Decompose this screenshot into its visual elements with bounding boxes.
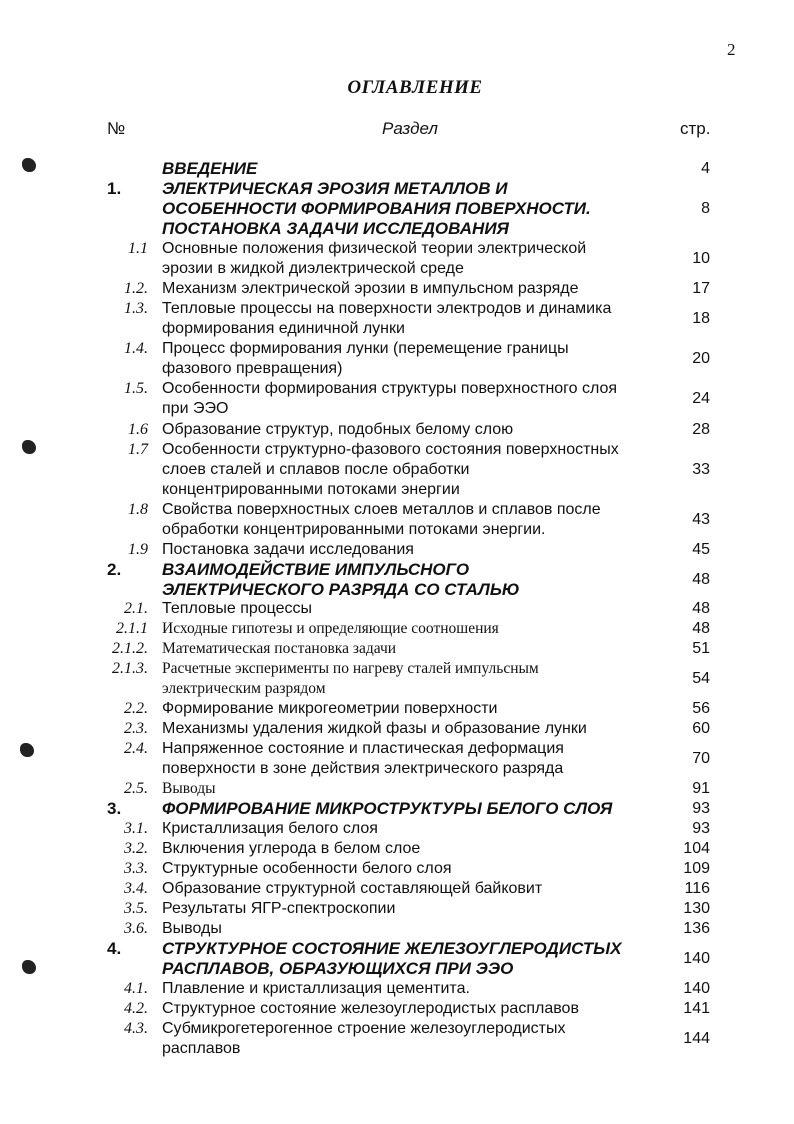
toc-entry-page: 104	[683, 840, 710, 857]
toc-entry-title: Результаты ЯГР-спектроскопии	[162, 900, 396, 917]
toc-entry-page: 140	[683, 950, 710, 967]
toc-entry-page: 60	[692, 720, 710, 737]
toc-entry-page: 33	[692, 461, 710, 478]
toc-entry-page: 109	[683, 860, 710, 877]
toc-entry-number: 3.5.	[124, 900, 148, 917]
toc-entry-title: Выводы	[162, 780, 216, 797]
toc-entry-title: Включения углерода в белом слое	[162, 840, 421, 857]
toc-entry-page: 48	[692, 620, 710, 637]
toc-entry-page: 28	[692, 421, 710, 438]
toc-entry-page: 24	[692, 390, 710, 407]
toc-entry-title: Механизм электрической эрозии в импульсном разряде	[162, 280, 579, 297]
toc-entry-number: 4.3.	[124, 1020, 148, 1037]
toc-entry-page: 144	[683, 1030, 710, 1047]
toc-entry-page: 8	[701, 200, 710, 217]
toc-entry-number: 3.	[107, 799, 122, 818]
toc-entry-number: 2.1.	[124, 600, 148, 617]
toc-entry-title: Тепловые процессы	[162, 600, 313, 617]
toc-entry-page: 93	[692, 800, 710, 817]
toc-entry-number: 3.4.	[124, 880, 148, 897]
toc-entry-title: Особенности формирования структуры поверхностного слоя при ЭЭО	[162, 380, 618, 417]
toc-entry-title: Субмикрогетерогенное строение железоуглеродистых расплавов	[162, 1020, 566, 1057]
page-title: ОГЛАВЛЕНИЕ	[347, 77, 483, 98]
toc-entry-title: СТРУКТУРНОЕ СОСТОЯНИЕ ЖЕЛЕЗОУГЛЕРОДИСТЫХ РАСПЛАВОВ, ОБРАЗУЮЩИХСЯ ПРИ ЭЭО	[162, 939, 622, 978]
toc-entry-number: 1.4.	[124, 340, 148, 357]
toc-entry-title: Образование структур, подобных белому слою	[162, 421, 514, 438]
toc-entry-number: 3.3.	[124, 860, 148, 877]
toc-entry-number: 1.9	[128, 541, 148, 558]
scan-mark-4	[22, 960, 36, 974]
toc-entry-title: Тепловые процессы на поверхности электродов и динамика формирования единичной лунки	[162, 300, 612, 337]
page-number: 2	[727, 40, 736, 59]
toc-entry-title: Структурные особенности белого слоя	[162, 860, 452, 877]
toc-entry-title: ЭЛЕКТРИЧЕСКАЯ ЭРОЗИЯ МЕТАЛЛОВ И ОСОБЕННОСТИ ФОРМИРОВАНИЯ ПОВЕРХНОСТИ. ПОСТАНОВКА ЗАДАЧИ ИССЛЕДОВАНИЯ	[162, 179, 591, 238]
toc-entry-title: Кристаллизация белого слоя	[162, 820, 378, 837]
toc-entry-number: 2.1.3.	[112, 660, 148, 677]
toc-entry-number: 1.7	[128, 441, 148, 458]
toc-entry-title: Исходные гипотезы и определяющие соотношения	[162, 620, 499, 637]
toc-entry-page: 56	[692, 700, 710, 717]
toc-entry-page: 48	[692, 571, 710, 588]
scan-mark-2	[22, 440, 36, 454]
toc-entry-number: 3.2.	[124, 840, 148, 857]
toc-entry-number: 1.1	[128, 240, 148, 257]
toc-entry-title: ВВЕДЕНИЕ	[162, 159, 258, 178]
toc-entry-title: Структурное состояние железоуглеродистых расплавов	[162, 1000, 579, 1017]
toc-entry-page: 18	[692, 310, 710, 327]
toc-entry-page: 51	[692, 640, 710, 657]
toc-entry-title: Постановка задачи исследования	[162, 541, 414, 558]
toc-entry-page: 48	[692, 600, 710, 617]
toc-entry-page: 91	[692, 780, 710, 797]
toc-entry-number: 2.5.	[124, 780, 148, 797]
toc-entry-number: 1.	[107, 179, 122, 198]
scan-mark-3	[20, 743, 34, 757]
toc-entry-number: 2.3.	[124, 720, 148, 737]
toc-entry-page: 116	[684, 880, 710, 897]
toc-entry-number: 4.1.	[124, 980, 148, 997]
toc-entry-page: 140	[683, 980, 710, 997]
toc-entry-number: 4.	[107, 939, 122, 958]
toc-entry-number: 1.8	[128, 501, 148, 518]
toc-entry-page: 20	[692, 350, 710, 367]
scan-mark-1	[22, 158, 36, 172]
toc-entry-number: 3.6.	[124, 920, 148, 937]
header-num: №	[107, 119, 126, 138]
toc-entry-title: Выводы	[162, 920, 222, 937]
header-page: стр.	[680, 119, 711, 138]
toc-entry-title: Механизмы удаления жидкой фазы и образование лунки	[162, 720, 587, 737]
toc-entry-number: 1.3.	[124, 300, 148, 317]
toc-entry-number: 1.6	[128, 421, 148, 438]
toc-entry-title: Свойства поверхностных слоев металлов и сплавов после обработки концентрированными потоками энергии.	[162, 501, 601, 538]
toc-entry-page: 70	[692, 750, 710, 767]
toc-entry-page: 130	[683, 900, 710, 917]
toc-entry-page: 17	[692, 280, 710, 297]
toc-entry-page: 93	[692, 820, 710, 837]
toc-entry-title: ФОРМИРОВАНИЕ МИКРОСТРУКТУРЫ БЕЛОГО СЛОЯ	[162, 799, 613, 818]
toc-entry-title: Математическая постановка задачи	[162, 640, 397, 657]
toc-entry-title: Процесс формирования лунки (перемещение границы фазового превращения)	[162, 340, 569, 377]
toc-entry-number: 2.2.	[124, 700, 148, 717]
toc-entry-title: Формирование микрогеометрии поверхности	[162, 700, 498, 717]
toc-entry-page: 4	[701, 160, 710, 177]
toc-entry-number: 3.1.	[124, 820, 148, 837]
toc-entry-number: 2.	[107, 560, 122, 579]
toc-entry-page: 43	[692, 511, 710, 528]
toc-entry-number: 1.2.	[124, 280, 148, 297]
toc-entry-title: Основные положения физической теории электрической эрозии в жидкой диэлектрической среде	[162, 240, 587, 277]
toc-entry-title: ВЗАИМОДЕЙСТВИЕ ИМПУЛЬСНОГО ЭЛЕКТРИЧЕСКОГО РАЗРЯДА СО СТАЛЬЮ	[162, 560, 520, 599]
toc-entry-number: 2.4.	[124, 740, 148, 757]
toc-entry-page: 45	[692, 541, 710, 558]
toc-entry-page: 141	[683, 1000, 710, 1017]
toc-entry-title: Напряженное состояние и пластическая деформация поверхности в зоне действия электрического разряда	[162, 740, 564, 777]
toc-entry-title: Расчетные эксперименты по нагреву сталей импульсным электрическим разрядом	[162, 660, 539, 697]
toc-entry-number: 2.1.2.	[112, 640, 148, 657]
toc-entry-title: Образование структурной составляющей байковит	[162, 880, 543, 897]
toc-entry-page: 10	[692, 250, 710, 267]
toc-entry-page: 54	[692, 670, 710, 687]
toc-entry-title: Плавление и кристаллизация цементита.	[162, 980, 470, 997]
toc-entry-title: Особенности структурно-фазового состояния поверхностных слоев сталей и сплавов после обработки концентрированными потоками энергии	[162, 441, 619, 498]
toc-entry-number: 4.2.	[124, 1000, 148, 1017]
toc-entry-number: 1.5.	[124, 380, 148, 397]
toc-entry-page: 136	[683, 920, 710, 937]
header-section: Раздел	[382, 119, 439, 138]
toc-entry-number: 2.1.1	[116, 620, 148, 637]
